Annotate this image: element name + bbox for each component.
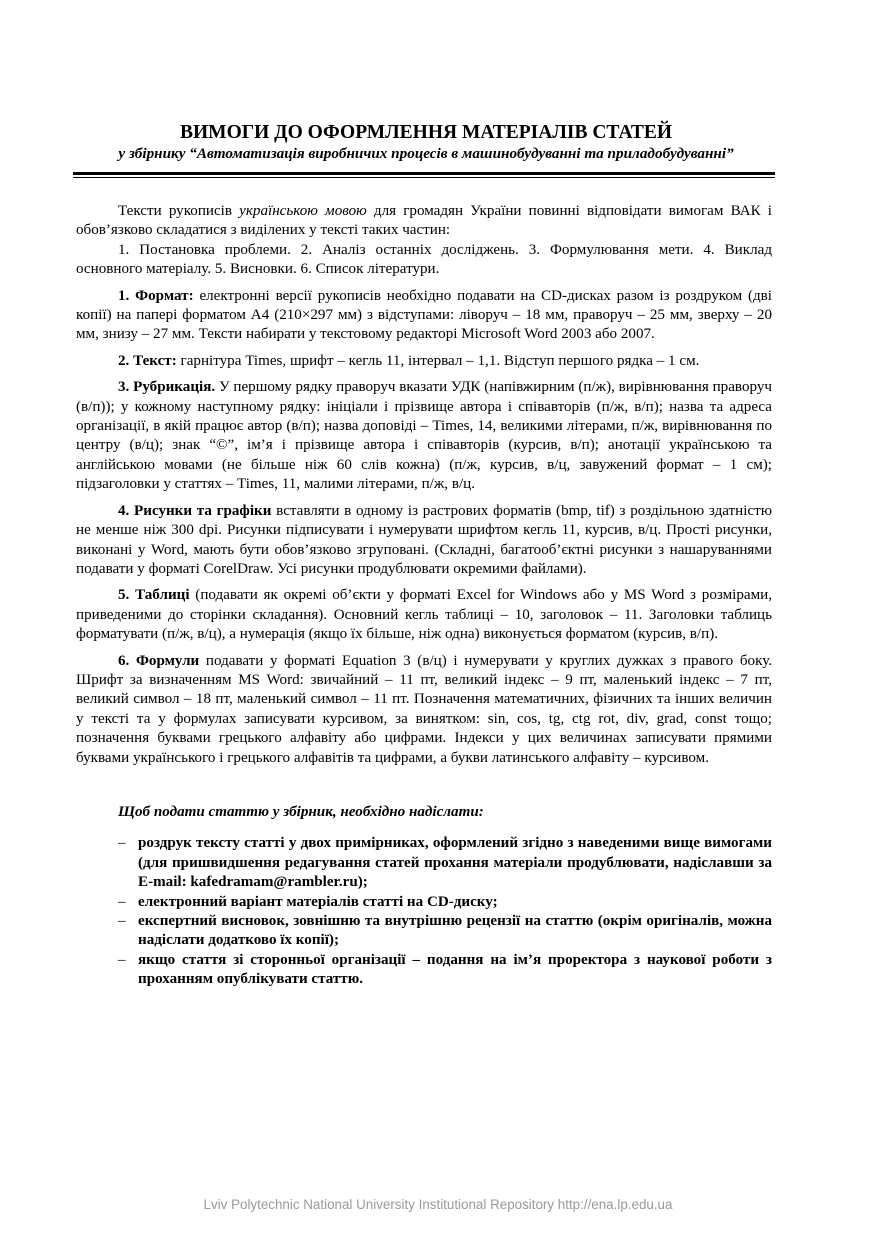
section-tables (76, 586, 772, 644)
section-format-text: електронні версії рукописів необхідно подавати на CD-дисках разом із роздруком (дві копії) на папері форматом А4 (210×297 мм) з відступами: ліворуч – 18 мм, праворуч – 25 мм, зверху – 20 мм, знизу – 27 мм. Тексти набирати у текстовому редакторі Microsoft Word 2003 або 2007. (76, 287, 772, 343)
document-subtitle: у збірнику “Автоматизація виробничих процесів в машинобудуванні та приладобудуванні” (118, 145, 734, 162)
section-text-label: 2. Текст: (118, 352, 177, 369)
document-body (76, 202, 772, 990)
section-figures-text: вставляти в одному із растрових форматів (bmp, tif) з роздільною здатністю не менше ніж 300 dpi. Рисунки підписувати і нумерувати шрифтом кегль 11, курсив, в/ц. Прості рисунки, виконані у Word, мають бути обов’язково згруповані. (Складні, багатооб’єктні рисунки з нашаруваннями подавати у форматі CorelDraw. Усі рисунки продублювати окремими файлами). (76, 502, 772, 577)
section-rubric (76, 378, 772, 494)
document-title: ВИМОГИ ДО ОФОРМЛЕННЯ МАТЕРІАЛІВ СТАТЕЙ (179, 122, 673, 143)
document-header (76, 122, 776, 164)
requirements-intro: Щоб подати статтю у збірник, необхідно надіслати: (118, 803, 484, 820)
list-item: – електронний варіант матеріалів статті на CD-диску; (76, 893, 772, 912)
header-rule-thick (73, 172, 775, 175)
section-formulas-text: подавати у форматі Equation 3 (в/ц) і нумерувати у круглих дужках з правого боку. Шрифт за визначенням MS Word: звичайний – 11 пт, великий індекс – 9 пт, маленький індекс – 7 пт, великий символ – 18 пт, маленький символ – 11 пт. Позначення математичних, фізичних та інших величин у тексті та у формулах записувати курсивом, за винятком: sin, cos, tg, ctg rot, div, grad, const тощо; позначення буквами грецького алфавіту або цифрами. Індекси у цих величинах записувати прямими буквами українського і грецького алфавітів та цифрами, а букви латинського алфавіту – курсивом. (76, 652, 772, 766)
structure-paragraph: 1. Постановка проблеми. 2. Аналіз останніх досліджень. 3. Формулювання мети. 4. Виклад основного матеріалу. 5. Висновки. 6. Список літератури. (76, 241, 772, 278)
intro-text-start: Тексти рукописів (118, 203, 240, 219)
section-formulas (76, 652, 772, 768)
repository-footer: Lviv Polytechnic National University Institutional Repository http://ena.lp.edu.ua (203, 1197, 673, 1212)
section-text (76, 352, 772, 371)
section-formulas-label: 6. Формули (118, 652, 200, 669)
header-rule-thin (73, 177, 775, 178)
requirements-list (76, 834, 772, 989)
section-text-text: гарнітура Times, шрифт – кегль 11, інтервал – 1,1. Відступ першого рядка – 1 см. (176, 352, 700, 369)
intro-text-italic: українською мовою (239, 203, 367, 219)
section-figures-label: 4. Рисунки та графіки (118, 502, 272, 519)
section-format (76, 287, 772, 345)
section-tables-label: 5. Таблиці (118, 587, 190, 604)
intro-paragraph (76, 202, 772, 241)
list-item: – експертний висновок, зовнішню та внутрішню рецензії на статтю (окрім оригіналів, можна надіслати додатково їх копії); (76, 912, 772, 951)
list-item: – роздрук тексту статті у двох примірниках, оформлений згідно з наведеними вище вимогами (для пришвидшення редагування статей прохання матеріали продублювати, надіславши за E-mail: kafedramam@rambler.ru); (76, 834, 772, 892)
section-figures (76, 502, 772, 580)
section-format-label: 1. Формат: (118, 287, 194, 304)
section-rubric-text: У першому рядку праворуч вказати УДК (напівжирним (п/ж), вирівнювання праворуч (в/п)); у кожному наступному рядку: ініціали і прізвище автора і співавторів (п/ж, в/п); назва та адреса організації, в якій працює автор (в/п); назва доповіді – Times, 14, великими літерами, п/ж, вирівнювання по центру (в/ц); знак “©”, ім’я і прізвище автора і співавторів (курсив, в/п); анотації українською та англійською мовами (не більше ніж 60 слів кожна) (п/ж, курсив, в/ц, завужений формат – 1 см); підзаголовки у статтях – Times, 11, малими літерами, п/ж, в/ц. (76, 379, 772, 493)
list-item: – якщо стаття зі сторонньої організації – подання на ім’я проректора з наукової роботи з проханням опублікувати статтю. (76, 951, 772, 990)
intro-text-end: для громадян України повинні відповідати вимогам ВАК і обов’язково складатися з виділених у тексті таких частин: (76, 203, 772, 239)
section-tables-text: (подавати як окремі об’єкти у форматі Excel for Windows або у MS Word з розмірами, приведеними до сторінки складання). Основний кегль таблиці – 10, заголовок – 11. Заголовки таблиць форматувати (п/ж, в/ц), а нумерація (якщо їх більше, ніж одна) виконується форматом (курсив, в/п). (76, 587, 773, 643)
section-rubric-label: 3. Рубрикація. (118, 379, 216, 396)
